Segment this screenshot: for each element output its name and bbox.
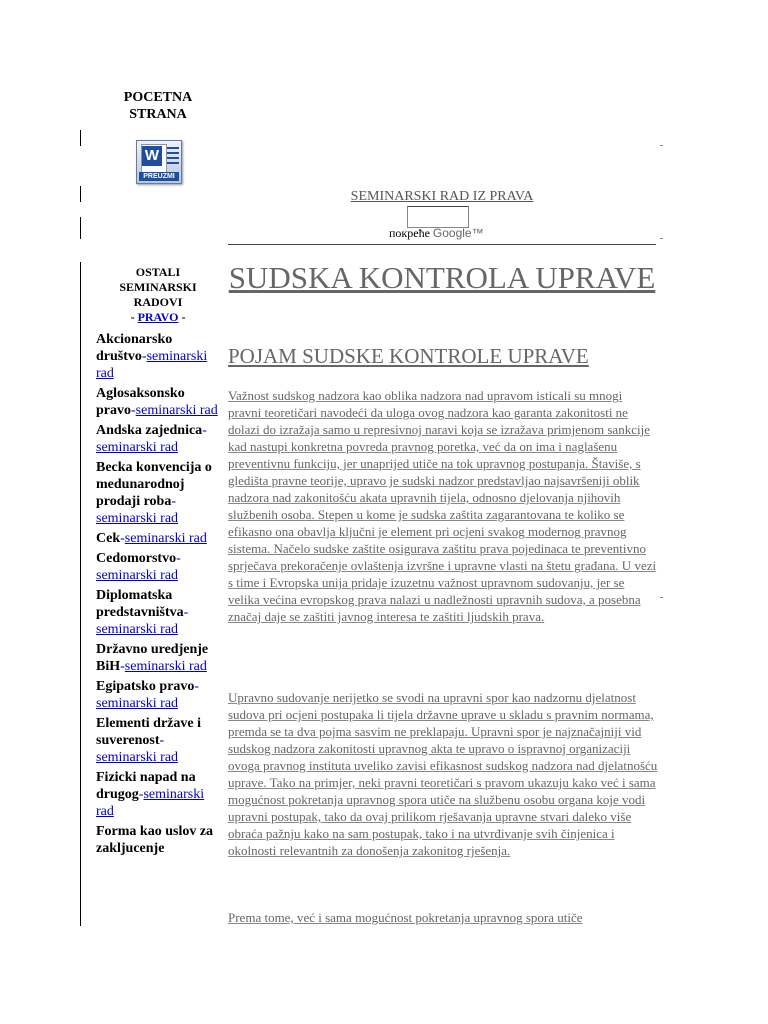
sidebar-item: Cek-seminarski rad <box>96 531 207 546</box>
sidebar-item-link[interactable]: seminarski rad <box>96 511 179 526</box>
sidebar-item-link[interactable]: seminarski rad <box>96 440 179 455</box>
divider <box>660 238 663 239</box>
google-logo: Google™ <box>432 226 484 240</box>
sidebar-item-title: Državno uredjenje BiH <box>96 642 209 674</box>
sidebar-item-link[interactable]: seminarski rad <box>135 403 218 418</box>
sidebar-item-link[interactable]: seminarski rad <box>96 622 179 637</box>
sidebar-item-link[interactable]: seminarski rad <box>96 696 179 711</box>
sidebar-item-title: Cedomorstvo <box>96 551 177 566</box>
category-link-pravo[interactable]: PRAVO <box>137 310 179 324</box>
powered-by-label: покреће <box>389 226 430 240</box>
divider <box>228 244 656 245</box>
download-label: PREUZMI <box>139 172 179 181</box>
divider <box>660 597 663 598</box>
sidebar-border <box>80 262 81 926</box>
sidebar <box>96 265 220 860</box>
sidebar-item-title: Becka konvencija o medunarodnoj prodaji roba <box>96 460 212 509</box>
article-paragraph: Važnost sudskog nadzora kao oblika nadzora nad upravom isticali su mnogi pravni teoretičari navodeći da uloga ovog nadzora kao garanta zakonitosti ne dolazi do izražaja samo u represivnoj naravi koja se izražava primjenom sankcije kad nastupi konkretna povreda pravnog poretka, već da on ima i naglašenu preventivnu funkciju, jer unaprijed utiče na tok upravnog postupanja. Štaviše, s gledišta pravne teorije, upravo je sudski nadzor predstavljao najsavršeniji oblik nadzora nad zakonitošću akata upravnih tijela, odnosno djelovanja njihovih službenih osoba. Stepen u kome je sudska zaštita zagarantovana te koliko se efikasno ona obavlja ključni je element pri ocjeni svakog modernog pravnog sistema. Načelo sudske zaštite osigurava zaštitu prava pojedinaca te preventivno sprječava prekoračenje ovlaštenja izvršne i upravne vlasti na štetu građana. U vezi s time i Evropska unija pridaje izuzetnu važnost upravnom sudovanju, jer se velika većina evropskog prava nalazi u nadležnosti upravnih sudova, a posebna značaj daje se zaštiti javnog interesa te zaštiti ljudskih prava. <box>228 388 657 624</box>
sidebar-item: Državno uredjenje BiH-seminarski rad <box>96 642 209 674</box>
divider <box>80 186 81 202</box>
article-subtitle: POJAM SUDSKE KONTROLE UPRAVE <box>228 344 589 368</box>
divider <box>80 217 81 239</box>
article-paragraph: Prema tome, već i sama mogućnost pokretanja upravnog spora utiče <box>228 910 583 925</box>
sidebar-item: Diplomatska predstavništva-seminarski rad <box>96 588 189 637</box>
sidebar-item-link[interactable]: seminarski rad <box>96 568 179 583</box>
sidebar-item-link[interactable]: seminarski rad <box>96 750 179 765</box>
article-title: SUDSKA KONTROLA UPRAVE <box>228 260 656 295</box>
sidebar-item: Andska zajednica-seminarski rad <box>96 423 207 455</box>
sidebar-item-title: Egipatsko pravo <box>96 679 195 694</box>
divider <box>660 145 663 146</box>
sidebar-list <box>96 331 220 857</box>
sidebar-item-title: Akcionarsko društvo <box>96 332 173 364</box>
sidebar-item-title: Cek <box>96 531 121 546</box>
sidebar-item-title: Fizicki napad na drugog <box>96 770 196 802</box>
sidebar-item: Elementi države i suverenost-seminarski rad <box>96 716 201 765</box>
article-paragraph: Upravno sudovanje nerijetko se svodi na upravni spor kao nadzornu djelatnost sudova pri ocjeni postupaka li tijela državne uprave u skladu s pravnim normama, premda se ta dva pojma sasvim ne preklapaju. Upravni spor je najznačajniji vid sudskog nadzora zakonitosti upravnog akta te upravo o ispravnoj organizaciji ovoga pravnog instituta uveliko zavisi efikasnost sudskog nadzora nad djelatnošću uprave. Tako na primjer, neki pravni teoretičari s pravom ukazuju kako već i sama mogućnost pokretanja upravnog spora utiče na službenu osobu organa koje vodi upravni postupak, tako da ovaj prilikom rješavanja upravne stvari daleko više obraća pažnju kako na sam postupak, tako i na utvrđivanje svih činjenica i okolnosti relevantnih za donošenja zakonitog rješenja. <box>228 690 658 858</box>
section-heading-link[interactable]: SEMINARSKI RAD IZ PRAVA <box>350 189 534 204</box>
sidebar-item-title: Elementi države i suverenost <box>96 716 201 748</box>
sidebar-item-link[interactable]: seminarski rad <box>124 659 207 674</box>
sidebar-item-title: Diplomatska predstavništva <box>96 588 184 620</box>
sidebar-item: Becka konvencija o medunarodnoj prodaji roba-seminarski rad <box>96 460 212 526</box>
sidebar-item-title: Forma kao uslov za zakljucenje <box>96 824 214 856</box>
sidebar-heading: OSTALI SEMINARSKI RADOVI - PRAVO - <box>119 265 197 324</box>
sidebar-item-link[interactable]: seminarski rad <box>96 349 208 381</box>
search-caption <box>389 226 484 241</box>
sidebar-item: Egipatsko pravo-seminarski rad <box>96 679 200 711</box>
divider <box>80 130 81 146</box>
sidebar-item-title: Andska zajednica <box>96 423 203 438</box>
sidebar-item: Fizicki napad na drugog-seminarski rad <box>96 770 205 819</box>
search-input[interactable] <box>407 206 469 228</box>
sidebar-item: Akcionarsko društvo-seminarski rad <box>96 332 208 381</box>
sidebar-item-title: Aglosaksonsko pravo <box>96 386 185 418</box>
home-link[interactable]: POCETNA STRANA <box>123 90 193 122</box>
sidebar-item: Cedomorstvo-seminarski rad <box>96 551 181 583</box>
sidebar-item-link[interactable]: seminarski rad <box>124 531 207 546</box>
sidebar-item: Aglosaksonsko pravo-seminarski rad <box>96 386 218 418</box>
sidebar-item-link[interactable]: seminarski rad <box>96 787 205 819</box>
sidebar-item <box>96 823 220 857</box>
word-document-download-icon[interactable] <box>136 140 182 184</box>
word-letter: W <box>142 146 162 166</box>
